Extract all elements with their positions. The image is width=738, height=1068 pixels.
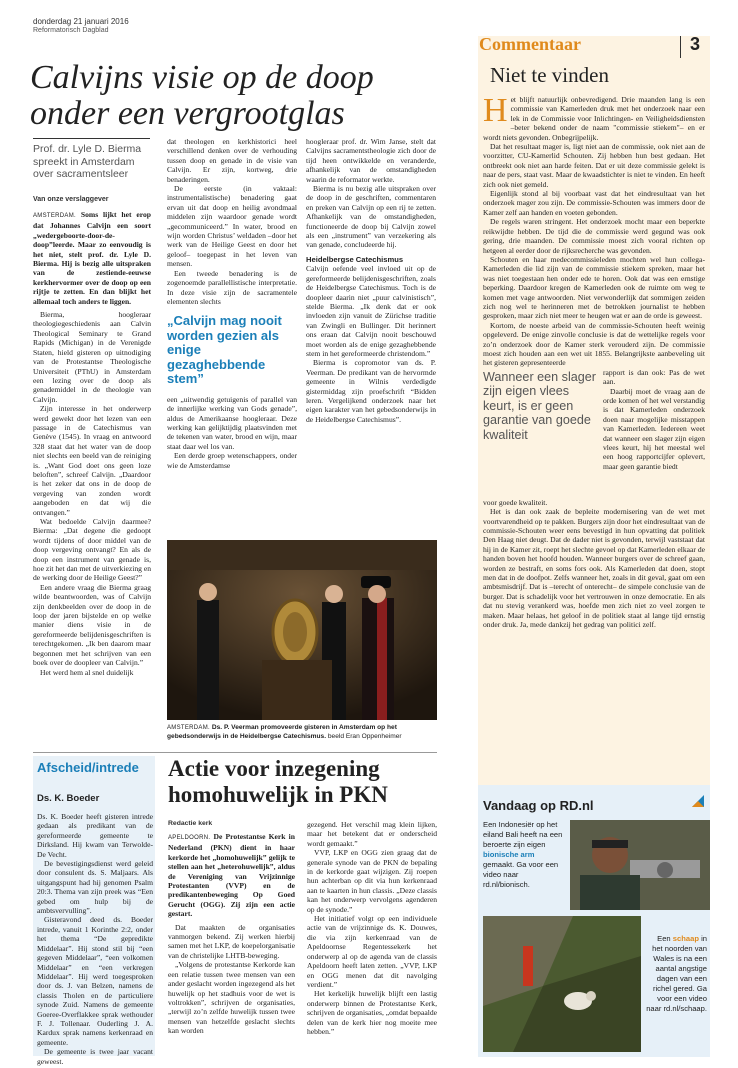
paragraph: Eigenlijk stond al bij voorbaat vast dat het eindresultaat van het onderzoek mager zou zijn. De commissie-Schouten was immers door de Kamer zelf aan handen en voeten gebonden. [483, 189, 705, 217]
paragraph: et blijft natuurlijk onbevredigend. Drie maanden lang is een commissie van Kamerleden druk met het onderzoek naar een lek in de Commissie voor Inlichtingen- en Veiligheidsdiensten –beter bekend onder de naam "commissie stiekem"– en er wordt niets gevonden. Onbegrijpelijk. [483, 95, 705, 142]
paragraph: dat theologen en kerkhistorici heel verschillend denken over de verhouding tussen doop en genade in de visie van Calvijn. Er zijn, kortweg, drie benaderingen. [167, 137, 297, 184]
paragraph: Een andere vraag die Bierma graag wilde beantwoorden, was of Calvijn zijn denkbeelden over de doop in de loop der jaren bijstelde en op welke manier diens visie in de gereformeerde belijdenisgeschriften is terechtgekomen. „Ik ben daarom maar begonnen met het schrijven van een boek over de doopleer van Calvijn.” [33, 582, 151, 668]
paragraph: Bierma is nu bezig alle uitspraken over de doop in de geschriften, commentaren en preken van Calvijn op een rij te zetten. Afhankelijk van de omstandigheden, functioneerde de doop bij Calvijn zowel als een „instrument” van verzekering als van genade, concludeerde hij. [306, 184, 436, 250]
paragraph: rapport is dan ook: Pas de wet aan. [603, 367, 705, 387]
paragraph: Kortom, de noeste arbeid van de commissie-Schouten heeft weinig opgeleverd. De enige zinvolle conclusie is dat de wettelijke regels voor zo’n onderzoek door de Kamer sterk verouderd zijn. De commissie moest zich houden aan een wet uit 1855. Belangrijkste aanbeveling uit het gisteren gepresenteerde [483, 320, 705, 368]
paragraph: Het kerkelijk huwelijk blijft een lastig onderwerp binnen de Protestantse Kerk, schrijven de organisaties, „omdat bepaalde delen van de kerk hier nog moeite mee hebben.” [307, 989, 437, 1036]
paragraph: Een derde groep wetenschappers, onder wie de Amsterdamse [167, 451, 297, 470]
rd-item-sheep [645, 934, 707, 1054]
rd-logo-icon [690, 793, 706, 809]
photo-credit: beeld Eran Oppenheimer [327, 732, 402, 740]
paragraph: Het werd hem al snel duidelijk [40, 667, 134, 677]
article-lead: De Protestantse Kerk in Nederland (PKN) dient in haar kerkorde het „homohuwelijk” gelijk te stellen aan het „heterohuwelijk”, aldus de Vereniging van Vrijzinnige Protestanten (VVP) en de predikantenbeweging Op Goed Gerucht (OGG). Zij zijn een actie gestart. [168, 832, 295, 919]
caption-text: Ds. P. Veerman promoveerde gisteren in Amsterdam op het gebedsonderwijs in de Heidelbergse Catechismus. [167, 724, 397, 740]
main-headline: Calvijns visie op de doop onder een vergrootglas [30, 59, 374, 132]
bionic-link[interactable]: bionische arm [483, 850, 535, 859]
commentary-text [483, 92, 705, 840]
paragraph: De gemeente is twee jaar vacant geweest. [37, 1047, 153, 1066]
afscheid-name: Ds. K. Boeder [37, 793, 100, 804]
rd-box-title: Vandaag op RD.nl [483, 798, 594, 813]
section-label: Commentaar [479, 34, 581, 54]
pkn-article-col1 [168, 832, 295, 1057]
dateline: AMSTERDAM. [33, 213, 77, 219]
afscheid-text [37, 812, 153, 1066]
photo-caption [167, 724, 437, 752]
paragraph: VVP, LKP en OGG zien graag dat de generale synode van de PKN de bepaling in de kerkorde gaat wijzigen. Zij roepen hun achterban op dit via hun kerkenraad aan te kaarten in hun classis. „Deze classis kan het onderwerp vervolgens agenderen op de synode.” [307, 848, 437, 914]
paragraph: Dat maakten de organisaties vanmorgen bekend. Zij werken hierbij samen met het LKP, de koepelorganisatie van de christelijke LHTB-beweging. [168, 922, 295, 960]
main-byline: Van onze verslaggever [33, 196, 109, 203]
sheep-photo[interactable] [483, 916, 641, 1052]
paragraph: Wat bedoelde Calvijn daarmee? Bierma: „Dat degene die gedoopt wordt tijdens of door middel van de doop vergeving ontvangt? En als de doop een instrument van genade is, hoe zit het dan met de uitverkiezing en de werking door de Heilige Geest?” [33, 517, 151, 583]
issue-date: donderdag 21 januari 2016 [33, 17, 129, 26]
paragraph: Dat het resultaat mager is, ligt niet aan de commissie, ook niet aan de voorzitter, CU-Kamerlid Schouten. Zij hebben hun best gedaan. Het ontbreekt ook niet aan harde feiten. Dat er uit deze commissie gelekt is naar de pers, staat vast. Maar de kwaadstichter is niet te vinden. En heeft zich ook niet gemeld. [483, 142, 705, 189]
rd-item-text: gemaakt. Ga voor een video naar rd.nl/bionisch. [483, 860, 559, 889]
pullquote-box [483, 370, 597, 498]
rd-item-text: Een Indonesiër op het eiland Bali heeft na een beroerte zijn eigen [483, 820, 563, 849]
promotion-photo [167, 540, 437, 720]
paragraph: Bierma, hoogleraar theologiegeschiedenis aan Calvin Theological Seminary te Grand Rapids (Michigan) in de Verenigde Staten, hield gisteren op uitnodiging van de Protestantse Theologische Universiteit (PThU) in Amsterdam een lezing over de doop als genademiddel in de theologie van Calvijn. [33, 310, 151, 404]
bionic-photo[interactable] [570, 820, 710, 910]
paragraph: gezegend. Het verschil mag klein lijken, maar het betekent dat er onderscheid wordt gemaakt.” [307, 820, 437, 848]
pkn-byline: Redactie kerk [168, 820, 213, 827]
pkn-article-col2 [307, 820, 437, 1057]
main-article-col2 [167, 137, 297, 537]
commentary-pullquote: Wanneer een slager zijn eigen vlees keurt, is er geen garantie van goede kwaliteit [483, 369, 596, 442]
article-lead: Soms lijkt het erop dat Johannes Calvijn een soort „wedergeboorte-door-de-doop”leerde. Maar zo eenvoudig is het niet, stelt prof. dr. Lyle D. Bierma. Hij is bezig alle uitspraken van de zestiende-eeuwse kerkhervormer over de doop op een rijtje te zetten. En dan blijkt het allemaal toch anders te liggen. [33, 210, 151, 306]
paragraph: voor goede kwaliteit. [483, 497, 548, 507]
paper-name: Reformatorisch Dagblad [33, 27, 109, 34]
paragraph: Schouten en haar medecommissieleden mochten wel hun collega-Kamerleden die lid zijn van de commissie stiekem spreken, maar het was niet toegestaan hen onder ede te horen. Ook dat was een ernstige beperking. Daardoor kregen de Kamerleden ook de ruimte om weg te komen met vage antwoorden. Niet verwonderlijk dat sommigen zeiden zich nog wel te herinneren met de betrokken journalist te hebben gesproken, maar zich niet meer te heugen wat er aan de orde is geweest. [483, 254, 705, 321]
paragraph: een „uitwendig getuigenis of parallel van de innerlijke werking van Gods genade”, aldus de Amerikaanse hoogleraar. Deze werking kan gelijktijdig plaatsvinden met de tekenen van water, brood en wijn, maar staat daar wel los van. [167, 394, 297, 451]
paragraph: Ds. K. Boeder heeft gisteren intrede gedaan als predikant van de gereformeerde gemeente te Dirksland. Hij kwam van Terwolde-De Vecht. [37, 812, 153, 859]
main-article-col1 [33, 210, 151, 746]
dateline: APELDOORN. [168, 835, 211, 841]
bionic-illustration [570, 820, 710, 910]
paragraph: Het initiatief volgt op een individuele actie van de vrijzinnige ds. K. Douwes, die via zijn kerkenraad van de Apeldoornse Regentessekerk het onderwerp al op de agenda van de classis Apeldoorn heeft laten zetten. „VVP, LKP en OGG menen dat dit navolging verdient.” [307, 914, 437, 989]
main-article-col3 [306, 137, 436, 537]
paragraph: Gisteravond deed ds. Boeder intrede, vanuit 1 Korinthe 2:2, onder het thema “De gepredikte Middelaar”. Hij stond stil bij “een gegeven Middelaar”, “een volkomen Middelaar” en “een verkregen Middelaar”. Hij werd toegesproken door ds. J. van Belzen, namens de classis Tholen en de particuliere synode Zuid. Namens de gemeente Goeree-Overflakkee sprak wethouder F. J. Tollenaar. Ouderling J. A. Kardux sprak namens kerkenraad en gemeente. [37, 915, 153, 1047]
rd-item-bionic [483, 820, 567, 910]
pkn-headline: Actie voor inzegening homohuwelijk in PKN [168, 756, 388, 807]
paragraph: Zijn interesse in het onderwerp werd gewekt door het lezen van een passage in de Catechismus van Genève (1545). In vraag en antwoord 328 staat dat het water van de doop niet slechts een beeld van de reiniging is. „Want God doet ons geen loze beloften”, schreef Calvijn. „Daardoor is het zeker dat ons in de doop de vergeving van zonden wordt aangeboden en dat wij die ontvangen.” [33, 404, 151, 517]
commentary-headline: Niet te vinden [490, 63, 609, 87]
rd-item-text: in het noorden van Wales is na een aantal angstige dagen van een richel gered. Ga voor een video naar rd.nl/schaap. [646, 934, 707, 1013]
afscheid-section-title: Afscheid/intrede [37, 760, 139, 775]
sheep-illustration [483, 916, 641, 1052]
sheep-link[interactable]: schaap [672, 934, 699, 943]
photo-illustration [167, 540, 437, 720]
paragraph: hoogleraar prof. dr. Wim Janse, stelt dat Calvijns sacramentstheologie zich door de tijd heen ontwikkelde en veranderde, afhankelijk van de omstandigheden waarin de reformator werkte. [306, 137, 436, 184]
rd-item-text: Een [657, 934, 671, 943]
main-subhead: Prof. dr. Lyle D. Bierma spreekt in Amsterdam over sacramentsleer [33, 143, 142, 180]
paragraph: De eerste (in vaktaal: instrumentalistische) benadering gaat ervan uit dat doop en heilig avondmaal middelen zijn waardoor genade wordt „gecommuniceerd.” In water, brood en wijn worden Christus’ weldaden –door het werk van de Heilige Geest en door het geloof– toegepast in het leven van mensen. [167, 184, 297, 269]
paragraph: Het is dan ook zaak de bepleite modernisering van de wet met voortvarendheid op te pakken. Burgers zijn door het eindresultaat van de commissie-Schouten weer eens bevestigd in hun opvatting dat politiek Den Haag niet deugt. Dat de dader niet is gevonden, terwijl vaststaat dat hij in de Kamer zit, roept het slechte gevoel op dat Kamerleden elkaar de handen boven het hoofd houden. Wanneer burgers over de schreef gaan, worden ze bestraft, en soms fors ook. Als Kamerleden dat doen, stopt men dat in de doofpot. Zelfs wanneer het, zoals in dit geval, gaat om een ambtsmisdrijf. Dat is –terecht of onterecht– de simpele conclusie van de burger. Dat is schadelijk voor het vertrouwen in onze democratie. En als dat nu stevig verankerd was, hoefde men zich niet zo veel zorgen te maken. Maar helaas, het geloof in de politiek staat al lange tijd ernstig onder druk. Ja, mede dankzij het gedrag van politici zelf. [483, 507, 705, 630]
paragraph: Bierma is copromotor van ds. P. Veerman. De predikant van de hervormde gemeente in Wilnis verdedigde gistermiddag zijn proefschrift “Bidden leren. Vergelijkend onderzoek naar het eigen karakter van het gebedsonderwijs in de Heidelbergse Catechismus”. [306, 358, 436, 424]
paragraph: De bevestigingsdienst werd geleid door consulent ds. S. Maljaars. Als uitgangspunt had hij genomen Psalm 20:3. Thema van zijn preek was “Een gebed om hulp bij de ambtsvervulling”. [37, 859, 153, 916]
dropcap: H [483, 92, 508, 129]
caption-dateline: AMSTERDAM. [167, 725, 211, 731]
paragraph: Calvijn oefende veel invloed uit op de gereformeerde belijdenisgeschriften, zoals de Heidelbergse Catechismus. Toch is de doopleer daarin niet „puur calvinistisch”, stelde Bierma. „Ik denk dat er ook invloeden zijn vanuit de Zürichse traditie van Zwingli en Bullinger. Dit herinnert ons eraan dat Calvijn nooit beschouwd moet worden als de enige gezaghebbende stem in het gereformeerde christendom.” [306, 264, 436, 358]
page-number: 3 [690, 34, 701, 54]
paragraph: Daarbij moet de vraag aan de orde komen of het wel verstandig is dat Kamerleden onderzoek doen naar mogelijke misstappen van Kamerleden. Iedereen weet dat wanneer een slager zijn eigen vlees keurt, hij het meestal wel een hoog rapportcijfer oplevert, maar geen garantie biedt [603, 386, 705, 471]
pull-quote: „Calvijn mag nooit worden gezien als enige gezaghebbende stem” [167, 313, 282, 387]
paragraph: De regels waren stringent. Het onderzoek mocht maar een beperkte reikwijdte hebben. De tijd die de commissie werd gegund was ook gering, drie maanden. De commissie moest zich vooral richten op hetgeen al eerder door de rijksrecherche was gevonden. [483, 217, 705, 255]
subheading: Heidelbergse Catechismus [306, 254, 404, 264]
paragraph: „Volgens de protestantse Kerkorde kan een relatie tussen twee mensen van een ander geslacht worden ingezegend als het huwelijk op het stadhuis voor de wet is voltrokken”, schrijven de organisaties, „terwijl zo’n zelfde huwelijk tussen twee mensen van hetzelfde geslacht slechts kan worden [168, 960, 295, 1036]
paragraph: Een tweede benadering is de zogenoemde parallellistische interpretatie. In deze visie zijn de sacramentele elementen slechts [167, 268, 297, 306]
